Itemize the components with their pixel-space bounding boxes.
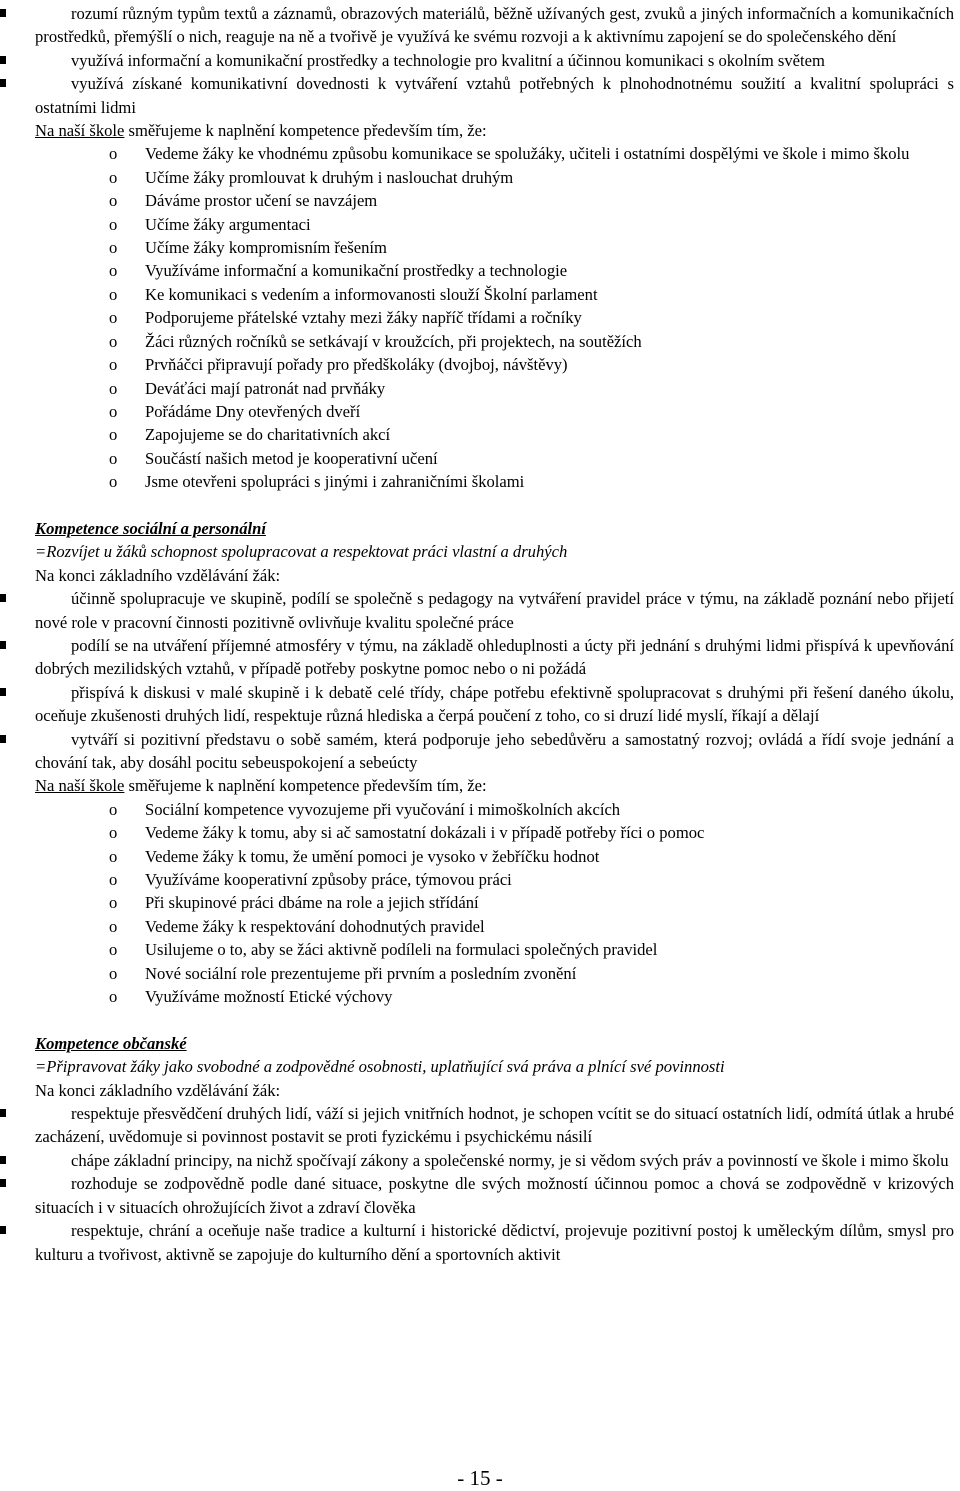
- circle-bullet-icon: o: [109, 823, 118, 843]
- section-heading-social: Kompetence sociální a personální: [35, 518, 266, 538]
- section-heading-civic: Kompetence občanské: [35, 1033, 187, 1053]
- square-bullet-icon: [0, 1179, 6, 1187]
- circle-bullet-icon: o: [109, 238, 118, 258]
- list-item: o Usilujeme o to, aby se žáci aktivně podíleli na formulaci společných pravidel: [0, 938, 960, 961]
- list-item: o Vedeme žáky k tomu, že umění pomoci je vysoko v žebříčku hodnot: [0, 845, 960, 868]
- list-item: o Součástí našich metod je kooperativní učení: [0, 447, 960, 470]
- list-item: o Nové sociální role prezentujeme při prvním a posledním zvonění: [0, 962, 960, 985]
- list-item: rozhoduje se zodpovědně podle dané situace, poskytne dle svých možností účinnou pomoc a chová se zodpovědně v krizových situacích i v situacích ohrožujících život a zdraví člověka: [0, 1172, 960, 1219]
- list-item: o Dáváme prostor učení se navzájem: [0, 189, 960, 212]
- list-item: respektuje přesvědčení druhých lidí, váží si jejich vnitřních hodnot, je schopen vcítit se do situací ostatních lidí, odmítá útlak a hrubé zacházení, uvědomuje si povinnost postavit se proti fyzickému i psychickému násilí: [0, 1102, 960, 1149]
- square-bullet-icon: [0, 594, 6, 602]
- circle-bullet-icon: o: [109, 214, 118, 234]
- square-bullet-icon: [0, 79, 6, 87]
- circle-bullet-icon: o: [109, 144, 118, 164]
- circle-bullet-icon: o: [109, 870, 118, 890]
- civic-bullets: [0, 1102, 960, 1266]
- circle-bullet-icon: o: [109, 963, 118, 983]
- circle-bullet-icon: o: [109, 448, 118, 468]
- circle-bullet-icon: o: [109, 284, 118, 304]
- circle-bullet-icon: o: [109, 916, 118, 936]
- list-item: o Pořádáme Dny otevřených dveří: [0, 400, 960, 423]
- list-item: podílí se na utváření příjemné atmosféry v týmu, na základě ohleduplnosti a úcty při jednání s druhými lidmi přispívá k upevňování dobrých mezilidských vztahů, v případě potřeby poskytne pomoc nebo o ni požádá: [0, 634, 960, 681]
- list-item: o Učíme žáky promlouvat k druhým i naslouchat druhým: [0, 166, 960, 189]
- list-item: účinně spolupracuje ve skupině, podílí se společně s pedagogy na vytváření pravidel práce v týmu, na základě poznání nebo přijetí nové role v pracovní činnosti pozitivně ovlivňuje kvalitu společné práce: [0, 587, 960, 634]
- list-item: o Učíme žáky kompromisním řešením: [0, 236, 960, 259]
- list-item: o Jsme otevřeni spolupráci s jinými i zahraničními školami: [0, 470, 960, 493]
- list-item: o Deváťáci mají patronát nad prvňáky: [0, 377, 960, 400]
- list-item: o Vedeme žáky k tomu, aby si ač samostatní dokázali i v případě potřeby říci o pomoc: [0, 821, 960, 844]
- square-bullet-icon: [0, 1109, 6, 1117]
- list-item: o Využíváme kooperativní způsoby práce, týmovou práci: [0, 868, 960, 891]
- communication-bullets: [0, 2, 960, 119]
- circle-bullet-icon: o: [109, 799, 118, 819]
- section-goal-civic: =Připravovat žáky jako svobodné a zodpovědné osobnosti, uplatňující svá práva a plnící své povinnosti: [35, 1057, 725, 1077]
- circle-bullet-icon: o: [109, 472, 118, 492]
- circle-bullet-icon: o: [109, 940, 118, 960]
- list-item: respektuje, chrání a oceňuje naše tradice a kulturní i historické dědictví, projevuje pozitivní postoj k uměleckým dílům, smysl pro kulturu a tvořivost, aktivně se zapojuje do kulturního dění a sportovních aktivit: [0, 1219, 960, 1266]
- circle-bullet-icon: o: [109, 308, 118, 328]
- list-item: o Vedeme žáky k respektování dohodnutých pravidel: [0, 915, 960, 938]
- circle-bullet-icon: o: [109, 191, 118, 211]
- page-number: - 15 -: [457, 1466, 503, 1490]
- circle-bullet-icon: o: [109, 167, 118, 187]
- list-item: vytváří si pozitivní představu o sobě samém, která podporuje jeho sebedůvěru a samostatný rozvoj; ovládá a řídí svoje jednání a chování tak, aby dosáhl pocitu sebeuspokojení a sebeúcty: [0, 728, 960, 775]
- circle-bullet-icon: o: [109, 401, 118, 421]
- list-item: o Žáci různých ročníků se setkávají v kroužcích, při projektech, na soutěžích: [0, 330, 960, 353]
- list-item: o Využíváme možností Etické výchovy: [0, 985, 960, 1008]
- list-item: rozumí různým typům textů a záznamů, obrazových materiálů, běžně užívaných gest, zvuků a jiných informačních a komunikačních prostředků, přemýšlí o nich, reaguje na ně a tvořivě je využívá ke svému rozvoji a k aktivnímu zapojení se do společenského dění: [0, 2, 960, 49]
- circle-bullet-icon: o: [109, 425, 118, 445]
- list-item: o Učíme žáky argumentaci: [0, 213, 960, 236]
- school-intro: Na naší škole směřujeme k naplnění kompetence především tím, že:: [35, 121, 487, 141]
- circle-bullet-icon: o: [109, 355, 118, 375]
- square-bullet-icon: [0, 1226, 6, 1234]
- social-school-list: [0, 798, 960, 1009]
- circle-bullet-icon: o: [109, 378, 118, 398]
- list-item: přispívá k diskusi v malé skupině i k debatě celé třídy, chápe potřebu efektivně spolupracovat s druhými při řešení daného úkolu, oceňuje zkušenosti druhých lidí, respektuje různá hlediska a čerpá poučení z toho, co si druzí lidé myslí, říkají a dělají: [0, 681, 960, 728]
- square-bullet-icon: [0, 688, 6, 696]
- square-bullet-icon: [0, 735, 6, 743]
- list-item: o Sociální kompetence vyvozujeme při vyučování i mimoškolních akcích: [0, 798, 960, 821]
- square-bullet-icon: [0, 1156, 6, 1164]
- square-bullet-icon: [0, 56, 6, 64]
- school-intro: Na naší škole směřujeme k naplnění kompetence především tím, že:: [35, 776, 487, 796]
- list-item: o Ke komunikaci s vedením a informovanosti slouží Školní parlament: [0, 283, 960, 306]
- list-item: o Při skupinové práci dbáme na role a jejich střídání: [0, 891, 960, 914]
- section-goal-social: =Rozvíjet u žáků schopnost spolupracovat a respektovat práci vlastní a druhých: [35, 542, 568, 562]
- list-item: o Prvňáčci připravují pořady pro předškoláky (dvojboj, návštěvy): [0, 353, 960, 376]
- circle-bullet-icon: o: [109, 261, 118, 281]
- spacer: [0, 1008, 960, 1031]
- list-item: využívá informační a komunikační prostředky a technologie pro kvalitní a účinnou komunikaci s okolním světem: [0, 49, 960, 72]
- circle-bullet-icon: o: [109, 331, 118, 351]
- list-item: o Podporujeme přátelské vztahy mezi žáky napříč třídami a ročníky: [0, 306, 960, 329]
- spacer: [0, 494, 960, 517]
- social-bullets: [0, 587, 960, 774]
- square-bullet-icon: [0, 9, 6, 17]
- communication-school-list: [0, 142, 960, 493]
- list-item: o Využíváme informační a komunikační prostředky a technologie: [0, 259, 960, 282]
- circle-bullet-icon: o: [109, 893, 118, 913]
- list-item: o Zapojujeme se do charitativních akcí: [0, 423, 960, 446]
- list-item: využívá získané komunikativní dovednosti k vytváření vztahů potřebných k plnohodnotnému soužití a kvalitní spolupráci s ostatními lidmi: [0, 72, 960, 119]
- square-bullet-icon: [0, 641, 6, 649]
- list-item: o Vedeme žáky ke vhodnému způsobu komunikace se spolužáky, učiteli i ostatními dospělými ve škole i mimo školu: [0, 142, 960, 165]
- circle-bullet-icon: o: [109, 846, 118, 866]
- list-item: chápe základní principy, na nichž spočívají zákony a společenské normy, je si vědom svých práv a povinností ve škole i mimo školu: [0, 1149, 960, 1172]
- section-end-label-civic: Na konci základního vzdělávání žák:: [35, 1080, 281, 1100]
- circle-bullet-icon: o: [109, 987, 118, 1007]
- section-end-label-social: Na konci základního vzdělávání žák:: [35, 565, 281, 585]
